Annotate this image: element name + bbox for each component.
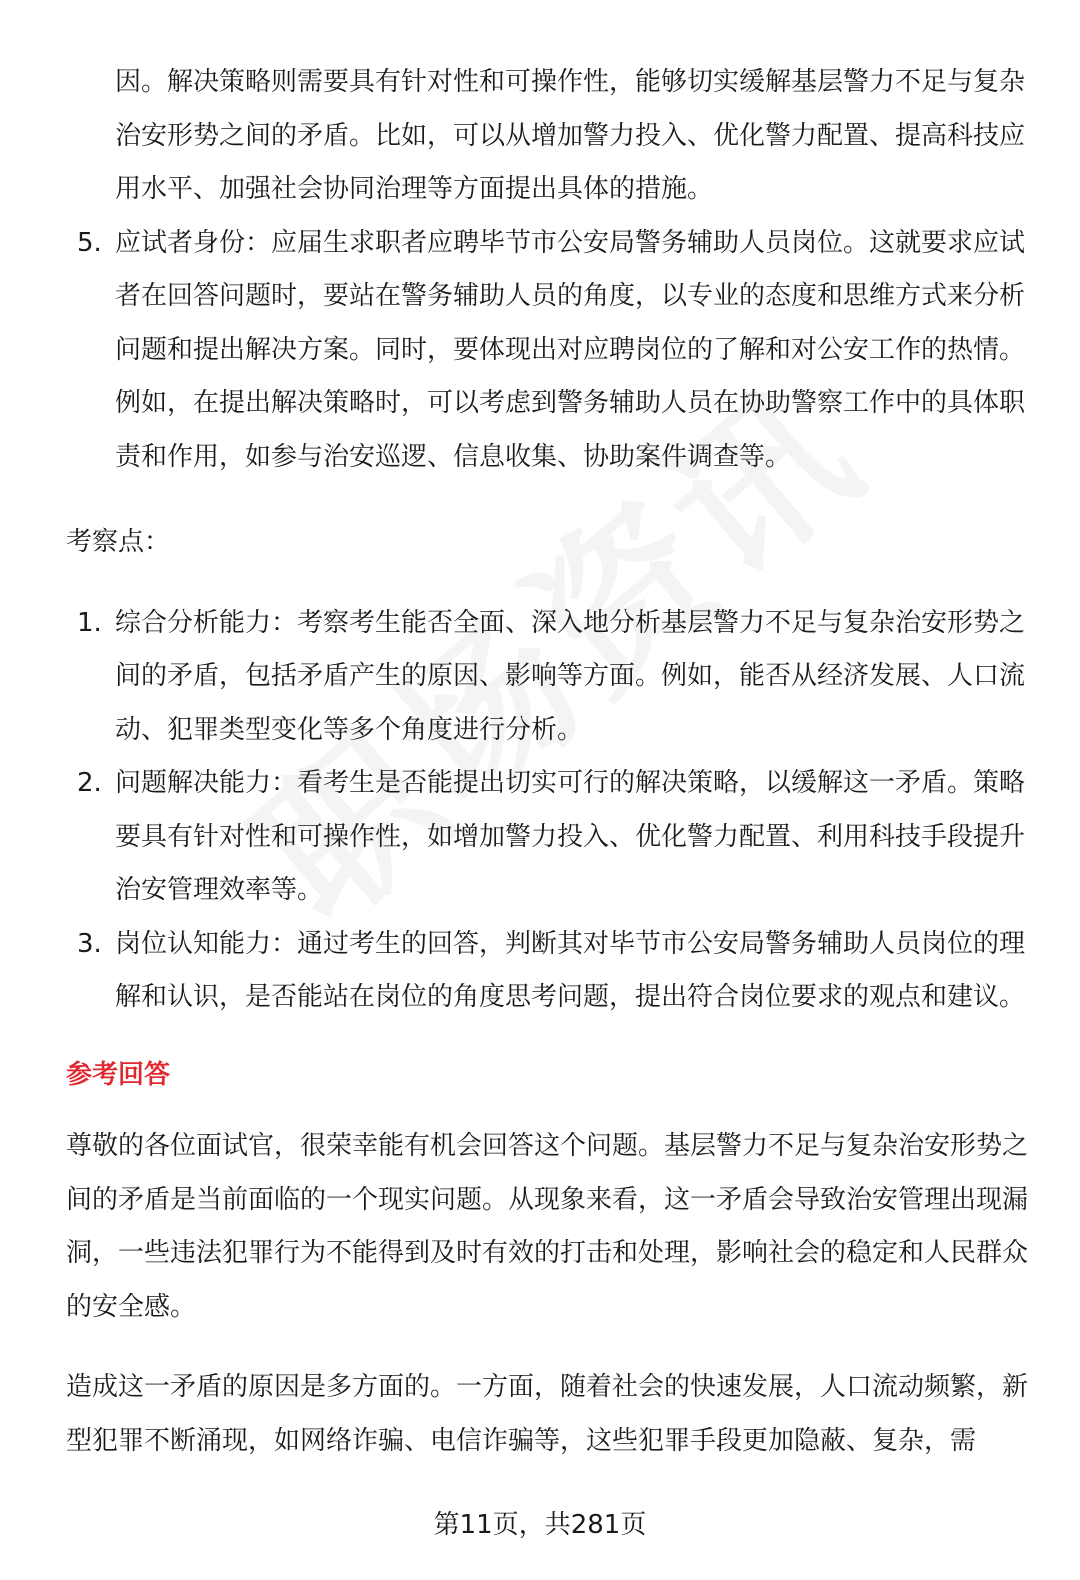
section-heading-assessment: 考察点： (66, 527, 171, 557)
list-item-5 (0, 217, 1080, 485)
list-number: 5. (77, 227, 102, 258)
list-item-text: 应试者身份：应届生求职者应聘毕节市公安局警务辅助人员岗位。这就要求应试者在回答问题时，要站在警务辅助人员的角度，以专业的态度和思维方式来分析问题和提出解决方案。同时，要体现出对应聘岗位的了解和对公安工作的热情。例如，在提出解决策略时，可以考虑到警务辅助人员在协助警察工作中的具体职责和作用，如参与治安巡逻、信息收集、协助案件调查等。 (115, 227, 1026, 472)
list-number: 3. (77, 928, 102, 959)
answer-paragraph: 造成这一矛盾的原因是多方面的。一方面，随着社会的快速发展，人口流动频繁，新型犯罪不断涌现，如网络诈骗、电信诈骗等，这些犯罪手段更加隐蔽、复杂，需 (66, 1372, 1029, 1456)
list-item (0, 597, 1080, 758)
item-4-continuation: 因。解决策略则需要具有针对性和可操作性，能够切实缓解基层警力不足与复杂治安形势之间的矛盾。比如，可以从增加警力投入、优化警力配置、提高科技应用水平、加强社会协同治理等方面提出具体的措施。 (115, 67, 1026, 204)
answer-heading: 参考回答 (66, 1059, 171, 1090)
answer-paragraph: 尊敬的各位面试官，很荣幸能有机会回答这个问题。基层警力不足与复杂治安形势之间的矛盾是当前面临的一个现实问题。从现象来看，这一矛盾会导致治安管理出现漏洞，一些违法犯罪行为不能得到及时有效的打击和处理，影响社会的稳定和人民群众的安全感。 (66, 1131, 1029, 1322)
list-item-text: 综合分析能力：考察考生能否全面、深入地分析基层警力不足与复杂治安形势之间的矛盾，包括矛盾产生的原因、影响等方面。例如，能否从经济发展、人口流动、犯罪类型变化等多个角度进行分析。 (115, 607, 1026, 745)
list-number: 2. (77, 768, 102, 798)
list-item-text: 问题解决能力：看考生是否能提出切实可行的解决策略，以缓解这一矛盾。策略要具有针对性和可操作性，如增加警力投入、优化警力配置、利用科技手段提升治安管理效率等。 (115, 768, 1026, 905)
list-number: 1. (77, 607, 102, 638)
list-item (0, 918, 1080, 1025)
page-footer: 第11页，共281页 (433, 1510, 647, 1540)
list-item-text: 岗位认知能力：通过考生的回答，判断其对毕节市公安局警务辅助人员岗位的理解和认识，是否能站在岗位的角度思考问题，提出符合岗位要求的观点和建议。 (115, 928, 1026, 1012)
list-item (0, 757, 1080, 918)
page-content (0, 56, 1080, 1468)
